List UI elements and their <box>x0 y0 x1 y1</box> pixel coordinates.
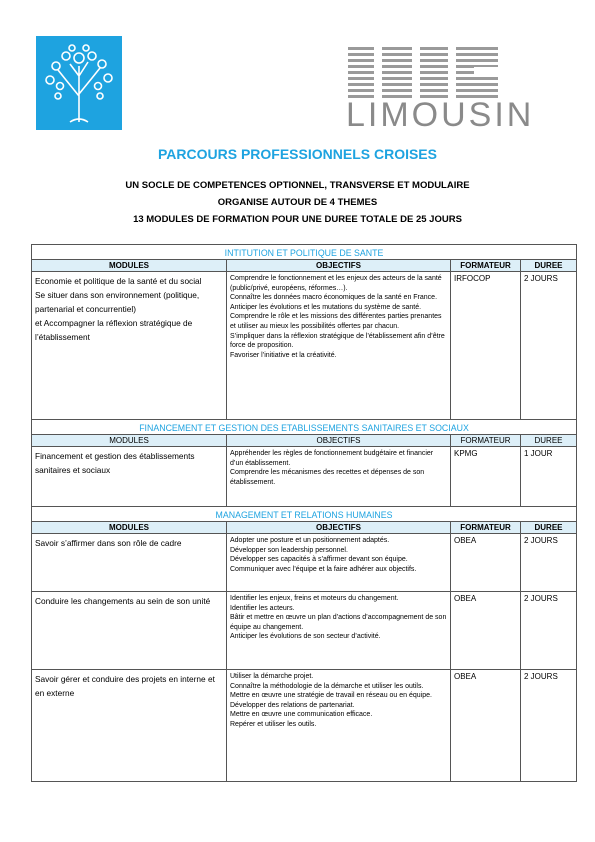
anfh-limousin-logo <box>340 47 535 134</box>
module-name: Financement et gestion des établissements sanitaires et sociaux <box>35 451 195 475</box>
objective-item: S’impliquer dans la réflexion stratégique de l’établissement afin d’être force de proposition. <box>230 332 445 350</box>
module-cell <box>32 592 227 670</box>
formateur-cell: OBEA <box>451 534 521 592</box>
objective-item: Développer des relations de partenariat. <box>230 701 355 709</box>
module-name: Savoir s’affirmer dans son rôle de cadre <box>35 538 182 548</box>
duree-cell: 2 JOURS <box>521 534 577 592</box>
objective-item: Favoriser l’initiative et la créativité. <box>230 351 337 359</box>
objective-item: Mettre en œuvre une communication efficace. <box>230 711 373 719</box>
objective-item: Bâtir et mettre en œuvre un plan d’actions d’accompagnement de son équipe au changement. <box>230 614 447 631</box>
objective-item: Connaître la méthodologie de la démarche et utiliser les outils. <box>230 682 424 690</box>
column-header-row <box>32 522 577 534</box>
objective-item: Communiquer avec l’équipe et la faire adhérer aux objectifs. <box>230 565 417 573</box>
objective-item: Anticiper les évolutions et les mutations du système de santé. <box>230 303 422 311</box>
objective-item: Mettre en œuvre une stratégie de travail en réseau ou en équipe. <box>230 692 432 700</box>
module-row <box>32 272 577 420</box>
column-header-row <box>32 435 577 447</box>
formateur-column-header: FORMATEUR <box>451 522 521 534</box>
duree-cell: 1 JOUR <box>521 447 577 507</box>
module-row <box>32 670 577 782</box>
duree-cell: 2 JOURS <box>521 272 577 420</box>
objective-item: Appréhender les règles de fonctionnement budgétaire et financier d’un établissement. <box>230 450 434 467</box>
subtitle-3: 13 MODULES DE FORMATION POUR UNE DUREE TOTALE DE 25 JOURS <box>133 214 462 225</box>
objective-item: Comprendre le fonctionnement et les enjeux des acteurs de la santé (public/privé, européens, réformes…). <box>230 275 442 292</box>
logo-limousin-text: LIMOUSIN <box>346 96 535 134</box>
formateur-cell: OBEA <box>451 592 521 670</box>
objective-item: Connaître les données macro économiques de la santé en France. <box>230 294 438 302</box>
module-name: Savoir gérer et conduire des projets en interne et en externe <box>35 674 215 698</box>
formateur-cell: IRFOCOP <box>451 272 521 420</box>
modules-column-header: MODULES <box>32 522 227 534</box>
objective-item: Adopter une posture et un positionnement adaptés. <box>230 537 390 544</box>
duree-column-header: DUREE <box>521 522 577 534</box>
section-header-row <box>32 245 577 260</box>
duree-cell: 2 JOURS <box>521 592 577 670</box>
anfh-stripes-icon <box>348 47 498 99</box>
tree-logo <box>36 36 122 130</box>
module-row <box>32 534 577 592</box>
page-title: PARCOURS PROFESSIONNELS CROISES <box>157 146 437 162</box>
objectifs-cell <box>227 534 451 592</box>
objective-item: Identifier les enjeux, freins et moteurs du changement. <box>230 595 399 602</box>
objective-item: Développer ses capacités à s’affirmer devant son équipe. <box>230 556 408 564</box>
module-name: et Accompagner la réflexion stratégique de l’établissement <box>35 318 193 342</box>
formateur-column-header: FORMATEUR <box>451 260 521 272</box>
objective-item: Anticiper les évolutions de son secteur d’activité. <box>230 633 381 641</box>
section-title: MANAGEMENT ET RELATIONS HUMAINES <box>32 507 577 522</box>
objectifs-cell <box>227 272 451 420</box>
subtitle-2: ORGANISE AUTOUR DE 4 THEMES <box>217 197 378 208</box>
modules-column-header: MODULES <box>32 260 227 272</box>
duree-column-header: DUREE <box>521 260 577 272</box>
objective-item: Développer son leadership personnel. <box>230 546 348 554</box>
objective-item: Comprendre le rôle et les missions des différentes parties prenantes et utiliser au mieux les possibilités offertes par chacun. <box>230 313 442 330</box>
duree-cell: 2 JOURS <box>521 670 577 782</box>
module-cell <box>32 272 227 420</box>
formateur-cell: OBEA <box>451 670 521 782</box>
training-modules-table <box>31 244 577 782</box>
module-cell <box>32 447 227 507</box>
objective-item: Identifier les acteurs. <box>230 604 295 612</box>
section-title: INTITUTION ET POLITIQUE DE SANTE <box>32 245 577 260</box>
objectifs-column-header: OBJECTIFS <box>227 260 451 272</box>
duree-column-header: DUREE <box>521 435 577 447</box>
objective-item: Comprendre les mécanismes des recettes et dépenses de son établissement. <box>230 469 425 486</box>
section-title: FINANCEMENT ET GESTION DES ETABLISSEMENTS SANITAIRES ET SOCIAUX <box>32 420 577 435</box>
modules-column-header: MODULES <box>32 435 227 447</box>
formateur-cell: KPMG <box>451 447 521 507</box>
objective-item: Repérer et utiliser les outils. <box>230 720 317 728</box>
objective-item: Utiliser la démarche projet. <box>230 673 314 680</box>
module-cell <box>32 534 227 592</box>
section-header-row <box>32 420 577 435</box>
objectifs-column-header: OBJECTIFS <box>227 435 451 447</box>
section-header-row <box>32 507 577 522</box>
module-name: Economie et politique de la santé et du social <box>35 276 202 286</box>
objectifs-column-header: OBJECTIFS <box>227 522 451 534</box>
module-cell <box>32 670 227 782</box>
objectifs-cell <box>227 447 451 507</box>
column-header-row <box>32 260 577 272</box>
objectifs-cell <box>227 592 451 670</box>
module-name: Se situer dans son environnement (politique, partenarial et concurrentiel) <box>35 290 200 314</box>
objectifs-cell <box>227 670 451 782</box>
tree-icon <box>36 36 122 130</box>
subtitle-1: UN SOCLE DE COMPETENCES OPTIONNEL, TRANSVERSE ET MODULAIRE <box>125 180 470 191</box>
module-row <box>32 447 577 507</box>
formateur-column-header: FORMATEUR <box>451 435 521 447</box>
module-name: Conduire les changements au sein de son unité <box>35 596 211 606</box>
module-row <box>32 592 577 670</box>
